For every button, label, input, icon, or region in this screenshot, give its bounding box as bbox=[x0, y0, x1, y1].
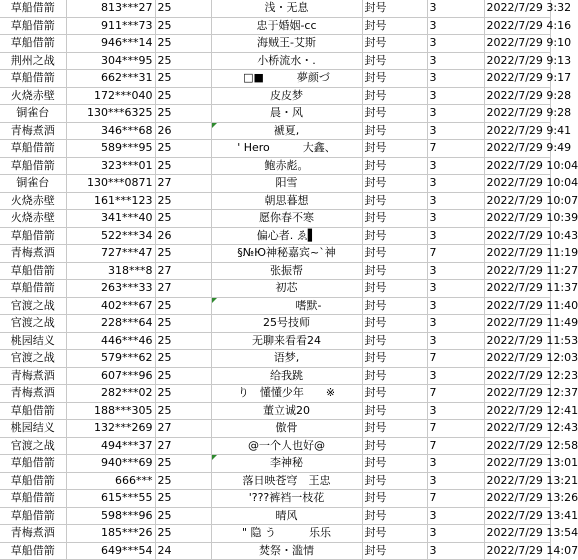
table-row bbox=[0, 367, 550, 385]
ban-days-cell[interactable]: 3 bbox=[427, 157, 484, 175]
timestamp-cell[interactable]: 2022/7/29 10:04 bbox=[484, 175, 550, 193]
account-id-cell[interactable]: 323***01 bbox=[66, 157, 155, 175]
timestamp-cell[interactable]: 2022/7/29 12:23 bbox=[484, 367, 550, 385]
table-row bbox=[0, 0, 550, 17]
timestamp-cell[interactable]: 2022/7/29 10:04 bbox=[484, 157, 550, 175]
ban-days-cell[interactable]: 7 bbox=[427, 350, 484, 368]
ban-days-cell[interactable]: 3 bbox=[427, 507, 484, 525]
timestamp-cell[interactable]: 2022/7/29 11:49 bbox=[484, 315, 550, 333]
ban-days-cell[interactable]: 3 bbox=[427, 297, 484, 315]
ban-days-cell[interactable]: 3 bbox=[427, 122, 484, 140]
nickname-cell[interactable]: 阳雪 bbox=[211, 175, 362, 193]
ban-days-cell[interactable]: 7 bbox=[427, 140, 484, 158]
level-cell[interactable]: 25 bbox=[155, 507, 211, 525]
status-cell[interactable]: 封号 bbox=[362, 280, 427, 298]
server-cell[interactable]: 草船借箭 bbox=[0, 490, 66, 508]
nickname-cell[interactable]: 忠于婚姻-cc bbox=[211, 17, 362, 35]
server-cell[interactable]: 官渡之战 bbox=[0, 315, 66, 333]
table-row bbox=[0, 472, 550, 490]
nickname-cell[interactable]: 小桥流水・. bbox=[211, 52, 362, 70]
level-cell[interactable]: 25 bbox=[155, 315, 211, 333]
status-cell[interactable]: 封号 bbox=[362, 105, 427, 123]
level-cell[interactable]: 27 bbox=[155, 420, 211, 438]
server-cell[interactable]: 桃园结义 bbox=[0, 332, 66, 350]
nickname-cell[interactable]: 落日映苍穹 王忠 bbox=[211, 472, 362, 490]
table-row bbox=[0, 542, 550, 560]
level-cell[interactable]: 25 bbox=[155, 35, 211, 53]
table-row bbox=[0, 490, 550, 508]
table-row bbox=[0, 420, 550, 438]
account-id-cell[interactable]: 607***96 bbox=[66, 367, 155, 385]
account-id-cell[interactable]: 263***33 bbox=[66, 280, 155, 298]
status-cell[interactable]: 封号 bbox=[362, 437, 427, 455]
server-cell[interactable]: 草船借箭 bbox=[0, 455, 66, 473]
nickname-cell[interactable]: 语梦, bbox=[211, 350, 362, 368]
timestamp-cell[interactable]: 2022/7/29 12:43 bbox=[484, 420, 550, 438]
account-id-cell[interactable]: 662***31 bbox=[66, 70, 155, 88]
status-cell[interactable]: 封号 bbox=[362, 297, 427, 315]
account-id-cell[interactable]: 446***46 bbox=[66, 332, 155, 350]
server-cell[interactable]: 青梅煮酒 bbox=[0, 367, 66, 385]
level-cell[interactable]: 25 bbox=[155, 245, 211, 263]
server-cell[interactable]: 桃园结义 bbox=[0, 420, 66, 438]
account-id-cell[interactable]: 666*** bbox=[66, 472, 155, 490]
nickname-cell[interactable]: 皮皮梦 bbox=[211, 87, 362, 105]
nickname-cell[interactable]: 嗜默- bbox=[211, 297, 362, 315]
ban-days-cell[interactable]: 7 bbox=[427, 437, 484, 455]
account-id-cell[interactable]: 494***37 bbox=[66, 437, 155, 455]
status-cell[interactable]: 封号 bbox=[362, 87, 427, 105]
level-cell[interactable]: 25 bbox=[155, 350, 211, 368]
table-row bbox=[0, 280, 550, 298]
nickname-cell[interactable]: り 懂懂少年 ※ bbox=[211, 385, 362, 403]
server-cell[interactable]: 草船借箭 bbox=[0, 472, 66, 490]
nickname-cell[interactable]: 朝思暮想 bbox=[211, 192, 362, 210]
table-row bbox=[0, 350, 550, 368]
level-cell[interactable]: 26 bbox=[155, 122, 211, 140]
server-cell[interactable]: 草船借箭 bbox=[0, 157, 66, 175]
account-id-cell[interactable]: 341***40 bbox=[66, 210, 155, 228]
ban-days-cell[interactable]: 3 bbox=[427, 525, 484, 543]
table-row bbox=[0, 315, 550, 333]
timestamp-cell[interactable]: 2022/7/29 9:13 bbox=[484, 52, 550, 70]
account-id-cell[interactable]: 304***95 bbox=[66, 52, 155, 70]
nickname-cell[interactable]: 偏心者. ゑ▌ bbox=[211, 227, 362, 245]
table-row bbox=[0, 35, 550, 53]
table-row bbox=[0, 332, 550, 350]
ban-days-cell[interactable]: 3 bbox=[427, 455, 484, 473]
account-id-cell[interactable]: 522***34 bbox=[66, 227, 155, 245]
account-id-cell[interactable]: 940***69 bbox=[66, 455, 155, 473]
nickname-cell[interactable]: @一个人也好@ bbox=[211, 437, 362, 455]
table-row bbox=[0, 175, 550, 193]
ban-days-cell[interactable]: 3 bbox=[427, 227, 484, 245]
nickname-cell[interactable]: 愿你春不寒 bbox=[211, 210, 362, 228]
status-cell[interactable]: 封号 bbox=[362, 192, 427, 210]
timestamp-cell[interactable]: 2022/7/29 13:21 bbox=[484, 472, 550, 490]
server-cell[interactable]: 铜雀台 bbox=[0, 175, 66, 193]
table-row bbox=[0, 140, 550, 158]
server-cell[interactable]: 草船借箭 bbox=[0, 35, 66, 53]
server-cell[interactable]: 火烧赤壁 bbox=[0, 87, 66, 105]
level-cell[interactable]: 25 bbox=[155, 140, 211, 158]
table-row bbox=[0, 385, 550, 403]
server-cell[interactable]: 草船借箭 bbox=[0, 70, 66, 88]
account-id-cell[interactable]: 579***62 bbox=[66, 350, 155, 368]
ban-days-cell[interactable]: 3 bbox=[427, 192, 484, 210]
account-id-cell[interactable]: 649***54 bbox=[66, 542, 155, 560]
level-cell[interactable]: 25 bbox=[155, 402, 211, 420]
timestamp-cell[interactable]: 2022/7/29 14:07 bbox=[484, 542, 550, 560]
ban-days-cell[interactable]: 3 bbox=[427, 262, 484, 280]
ban-days-cell[interactable]: 7 bbox=[427, 420, 484, 438]
ban-days-cell[interactable]: 3 bbox=[427, 70, 484, 88]
nickname-cell[interactable]: 无聊来看看24 bbox=[211, 332, 362, 350]
timestamp-cell[interactable]: 2022/7/29 9:28 bbox=[484, 105, 550, 123]
status-cell[interactable]: 封号 bbox=[362, 175, 427, 193]
status-cell[interactable]: 封号 bbox=[362, 367, 427, 385]
nickname-cell[interactable]: 给我跳 bbox=[211, 367, 362, 385]
status-cell[interactable]: 封号 bbox=[362, 420, 427, 438]
account-id-cell[interactable]: 130***6325 bbox=[66, 105, 155, 123]
nickname-cell[interactable]: ' Hero 大鑫、 bbox=[211, 140, 362, 158]
timestamp-cell[interactable]: 2022/7/29 9:10 bbox=[484, 35, 550, 53]
status-cell[interactable]: 封号 bbox=[362, 122, 427, 140]
nickname-cell[interactable]: 初芯 bbox=[211, 280, 362, 298]
table-row bbox=[0, 262, 550, 280]
nickname-cell[interactable]: '???裤裆一枝花 bbox=[211, 490, 362, 508]
status-cell[interactable]: 封号 bbox=[362, 35, 427, 53]
ban-days-cell[interactable]: 3 bbox=[427, 175, 484, 193]
account-id-cell[interactable]: 130***0871 bbox=[66, 175, 155, 193]
status-cell[interactable]: 封号 bbox=[362, 0, 427, 17]
nickname-cell[interactable]: 25号技师 bbox=[211, 315, 362, 333]
timestamp-cell[interactable]: 2022/7/29 12:37 bbox=[484, 385, 550, 403]
table-row bbox=[0, 157, 550, 175]
nickname-cell[interactable]: §№Ю神秘嘉宾~`神 bbox=[211, 245, 362, 263]
timestamp-cell[interactable]: 2022/7/29 4:16 bbox=[484, 17, 550, 35]
status-cell[interactable]: 封号 bbox=[362, 542, 427, 560]
status-cell[interactable]: 封号 bbox=[362, 315, 427, 333]
timestamp-cell[interactable]: 2022/7/29 12:41 bbox=[484, 402, 550, 420]
level-cell[interactable]: 25 bbox=[155, 332, 211, 350]
nickname-cell[interactable]: " 隐 う 乐乐 bbox=[211, 525, 362, 543]
timestamp-cell[interactable]: 2022/7/29 3:32 bbox=[484, 0, 550, 17]
ban-days-cell[interactable]: 3 bbox=[427, 35, 484, 53]
server-cell[interactable]: 青梅煮酒 bbox=[0, 122, 66, 140]
status-cell[interactable]: 封号 bbox=[362, 17, 427, 35]
server-cell[interactable]: 草船借箭 bbox=[0, 507, 66, 525]
ban-days-cell[interactable]: 3 bbox=[427, 332, 484, 350]
level-cell[interactable]: 27 bbox=[155, 437, 211, 455]
table-row bbox=[0, 402, 550, 420]
nickname-cell[interactable]: 晨・风 bbox=[211, 105, 362, 123]
server-cell[interactable]: 草船借箭 bbox=[0, 0, 66, 17]
level-cell[interactable]: 25 bbox=[155, 210, 211, 228]
ban-days-cell[interactable]: 3 bbox=[427, 367, 484, 385]
account-id-cell[interactable]: 598***96 bbox=[66, 507, 155, 525]
status-cell[interactable]: 封号 bbox=[362, 227, 427, 245]
level-cell[interactable]: 26 bbox=[155, 227, 211, 245]
account-id-cell[interactable]: 188***305 bbox=[66, 402, 155, 420]
nickname-cell[interactable]: 晴风 bbox=[211, 507, 362, 525]
level-cell[interactable]: 25 bbox=[155, 192, 211, 210]
timestamp-cell[interactable]: 2022/7/29 10:07 bbox=[484, 192, 550, 210]
nickname-cell[interactable]: 海贼王-艾斯 bbox=[211, 35, 362, 53]
nickname-cell[interactable]: 浅・无息 bbox=[211, 0, 362, 17]
account-id-cell[interactable]: 346***68 bbox=[66, 122, 155, 140]
account-id-cell[interactable]: 172***040 bbox=[66, 87, 155, 105]
account-id-cell[interactable]: 589***95 bbox=[66, 140, 155, 158]
status-cell[interactable]: 封号 bbox=[362, 490, 427, 508]
table-row bbox=[0, 227, 550, 245]
server-cell[interactable]: 草船借箭 bbox=[0, 402, 66, 420]
table-row bbox=[0, 17, 550, 35]
timestamp-cell[interactable]: 2022/7/29 12:03 bbox=[484, 350, 550, 368]
ban-days-cell[interactable]: 3 bbox=[427, 87, 484, 105]
level-cell[interactable]: 25 bbox=[155, 525, 211, 543]
server-cell[interactable]: 青梅煮酒 bbox=[0, 245, 66, 263]
timestamp-cell[interactable]: 2022/7/29 11:19 bbox=[484, 245, 550, 263]
account-id-cell[interactable]: 132***269 bbox=[66, 420, 155, 438]
ban-days-cell[interactable]: 3 bbox=[427, 0, 484, 17]
server-cell[interactable]: 草船借箭 bbox=[0, 262, 66, 280]
level-cell[interactable]: 25 bbox=[155, 472, 211, 490]
server-cell[interactable]: 铜雀台 bbox=[0, 105, 66, 123]
timestamp-cell[interactable]: 2022/7/29 11:40 bbox=[484, 297, 550, 315]
status-cell[interactable]: 封号 bbox=[362, 507, 427, 525]
status-cell[interactable]: 封号 bbox=[362, 245, 427, 263]
ban-days-cell[interactable]: 3 bbox=[427, 542, 484, 560]
comment-indicator-icon bbox=[212, 298, 217, 303]
nickname-cell[interactable]: 董立诚20 bbox=[211, 402, 362, 420]
server-cell[interactable]: 青梅煮酒 bbox=[0, 385, 66, 403]
account-id-cell[interactable]: 813***27 bbox=[66, 0, 155, 17]
account-id-cell[interactable]: 402***67 bbox=[66, 297, 155, 315]
level-cell[interactable]: 27 bbox=[155, 262, 211, 280]
server-cell[interactable]: 官渡之战 bbox=[0, 297, 66, 315]
status-cell[interactable]: 封号 bbox=[362, 210, 427, 228]
table-row bbox=[0, 437, 550, 455]
status-cell[interactable]: 封号 bbox=[362, 455, 427, 473]
status-cell[interactable]: 封号 bbox=[362, 52, 427, 70]
timestamp-cell[interactable]: 2022/7/29 13:01 bbox=[484, 455, 550, 473]
timestamp-cell[interactable]: 2022/7/29 11:37 bbox=[484, 280, 550, 298]
level-cell[interactable]: 27 bbox=[155, 280, 211, 298]
timestamp-cell[interactable]: 2022/7/29 10:43 bbox=[484, 227, 550, 245]
server-cell[interactable]: 草船借箭 bbox=[0, 542, 66, 560]
level-cell[interactable]: 25 bbox=[155, 105, 211, 123]
ban-days-cell[interactable]: 7 bbox=[427, 385, 484, 403]
ban-days-cell[interactable]: 3 bbox=[427, 402, 484, 420]
account-id-cell[interactable]: 911***73 bbox=[66, 17, 155, 35]
nickname-cell[interactable]: 鲍赤彪。 bbox=[211, 157, 362, 175]
account-id-cell[interactable]: 282***02 bbox=[66, 385, 155, 403]
table-row bbox=[0, 192, 550, 210]
timestamp-cell[interactable]: 2022/7/29 13:54 bbox=[484, 525, 550, 543]
ban-days-cell[interactable]: 7 bbox=[427, 245, 484, 263]
ban-days-cell[interactable]: 3 bbox=[427, 315, 484, 333]
table-row bbox=[0, 52, 550, 70]
status-cell[interactable]: 封号 bbox=[362, 157, 427, 175]
account-id-cell[interactable]: 161***123 bbox=[66, 192, 155, 210]
status-cell[interactable]: 封号 bbox=[362, 332, 427, 350]
nickname-cell[interactable]: 张振帮 bbox=[211, 262, 362, 280]
level-cell[interactable]: 24 bbox=[155, 542, 211, 560]
account-id-cell[interactable]: 727***47 bbox=[66, 245, 155, 263]
account-id-cell[interactable]: 615***55 bbox=[66, 490, 155, 508]
server-cell[interactable]: 火烧赤壁 bbox=[0, 210, 66, 228]
comment-indicator-icon bbox=[212, 123, 217, 128]
table-row bbox=[0, 122, 550, 140]
nickname-cell[interactable]: 褫夏, bbox=[211, 122, 362, 140]
account-id-cell[interactable]: 185***26 bbox=[66, 525, 155, 543]
table-row bbox=[0, 105, 550, 123]
account-id-cell[interactable]: 228***64 bbox=[66, 315, 155, 333]
table-row bbox=[0, 455, 550, 473]
level-cell[interactable]: 27 bbox=[155, 175, 211, 193]
level-cell[interactable]: 25 bbox=[155, 157, 211, 175]
level-cell[interactable]: 25 bbox=[155, 297, 211, 315]
server-cell[interactable]: 草船借箭 bbox=[0, 17, 66, 35]
status-cell[interactable]: 封号 bbox=[362, 262, 427, 280]
table-row bbox=[0, 297, 550, 315]
level-cell[interactable]: 25 bbox=[155, 455, 211, 473]
server-cell[interactable]: 草船借箭 bbox=[0, 140, 66, 158]
status-cell[interactable]: 封号 bbox=[362, 525, 427, 543]
status-cell[interactable]: 封号 bbox=[362, 350, 427, 368]
account-id-cell[interactable]: 318***8 bbox=[66, 262, 155, 280]
table-row bbox=[0, 245, 550, 263]
ban-days-cell[interactable]: 3 bbox=[427, 472, 484, 490]
level-cell[interactable]: 25 bbox=[155, 70, 211, 88]
server-cell[interactable]: 草船借箭 bbox=[0, 227, 66, 245]
timestamp-cell[interactable]: 2022/7/29 13:26 bbox=[484, 490, 550, 508]
status-cell[interactable]: 封号 bbox=[362, 140, 427, 158]
level-cell[interactable]: 25 bbox=[155, 87, 211, 105]
status-cell[interactable]: 封号 bbox=[362, 472, 427, 490]
ban-days-cell[interactable]: 3 bbox=[427, 105, 484, 123]
nickname-cell[interactable]: □■ 夢颜づ bbox=[211, 70, 362, 88]
timestamp-cell[interactable]: 2022/7/29 12:58 bbox=[484, 437, 550, 455]
level-cell[interactable]: 25 bbox=[155, 367, 211, 385]
level-cell[interactable]: 25 bbox=[155, 17, 211, 35]
status-cell[interactable]: 封号 bbox=[362, 70, 427, 88]
timestamp-cell[interactable]: 2022/7/29 11:27 bbox=[484, 262, 550, 280]
nickname-cell[interactable]: 李神秘 bbox=[211, 455, 362, 473]
timestamp-cell[interactable]: 2022/7/29 13:41 bbox=[484, 507, 550, 525]
level-cell[interactable]: 25 bbox=[155, 52, 211, 70]
level-cell[interactable]: 25 bbox=[155, 490, 211, 508]
ban-days-cell[interactable]: 7 bbox=[427, 490, 484, 508]
table-row bbox=[0, 70, 550, 88]
server-cell[interactable]: 官渡之战 bbox=[0, 437, 66, 455]
table-row bbox=[0, 525, 550, 543]
ban-days-cell[interactable]: 3 bbox=[427, 17, 484, 35]
level-cell[interactable]: 25 bbox=[155, 0, 211, 17]
server-cell[interactable]: 官渡之战 bbox=[0, 350, 66, 368]
server-cell[interactable]: 荆州之战 bbox=[0, 52, 66, 70]
nickname-cell[interactable]: 傲骨 bbox=[211, 420, 362, 438]
ban-days-cell[interactable]: 3 bbox=[427, 280, 484, 298]
table-row bbox=[0, 507, 550, 525]
server-cell[interactable]: 青梅煮酒 bbox=[0, 525, 66, 543]
table-row bbox=[0, 87, 550, 105]
account-id-cell[interactable]: 946***14 bbox=[66, 35, 155, 53]
server-cell[interactable]: 火烧赤壁 bbox=[0, 192, 66, 210]
nickname-cell[interactable]: 焚祭・滥情 bbox=[211, 542, 362, 560]
ban-days-cell[interactable]: 3 bbox=[427, 52, 484, 70]
timestamp-cell[interactable]: 2022/7/29 9:49 bbox=[484, 140, 550, 158]
timestamp-cell[interactable]: 2022/7/29 9:41 bbox=[484, 122, 550, 140]
timestamp-cell[interactable]: 2022/7/29 9:28 bbox=[484, 87, 550, 105]
timestamp-cell[interactable]: 2022/7/29 9:17 bbox=[484, 70, 550, 88]
timestamp-cell[interactable]: 2022/7/29 11:53 bbox=[484, 332, 550, 350]
status-cell[interactable]: 封号 bbox=[362, 402, 427, 420]
ban-days-cell[interactable]: 3 bbox=[427, 210, 484, 228]
timestamp-cell[interactable]: 2022/7/29 10:39 bbox=[484, 210, 550, 228]
comment-indicator-icon bbox=[212, 455, 217, 460]
status-cell[interactable]: 封号 bbox=[362, 385, 427, 403]
level-cell[interactable]: 25 bbox=[155, 385, 211, 403]
server-cell[interactable]: 草船借箭 bbox=[0, 280, 66, 298]
table-row bbox=[0, 210, 550, 228]
